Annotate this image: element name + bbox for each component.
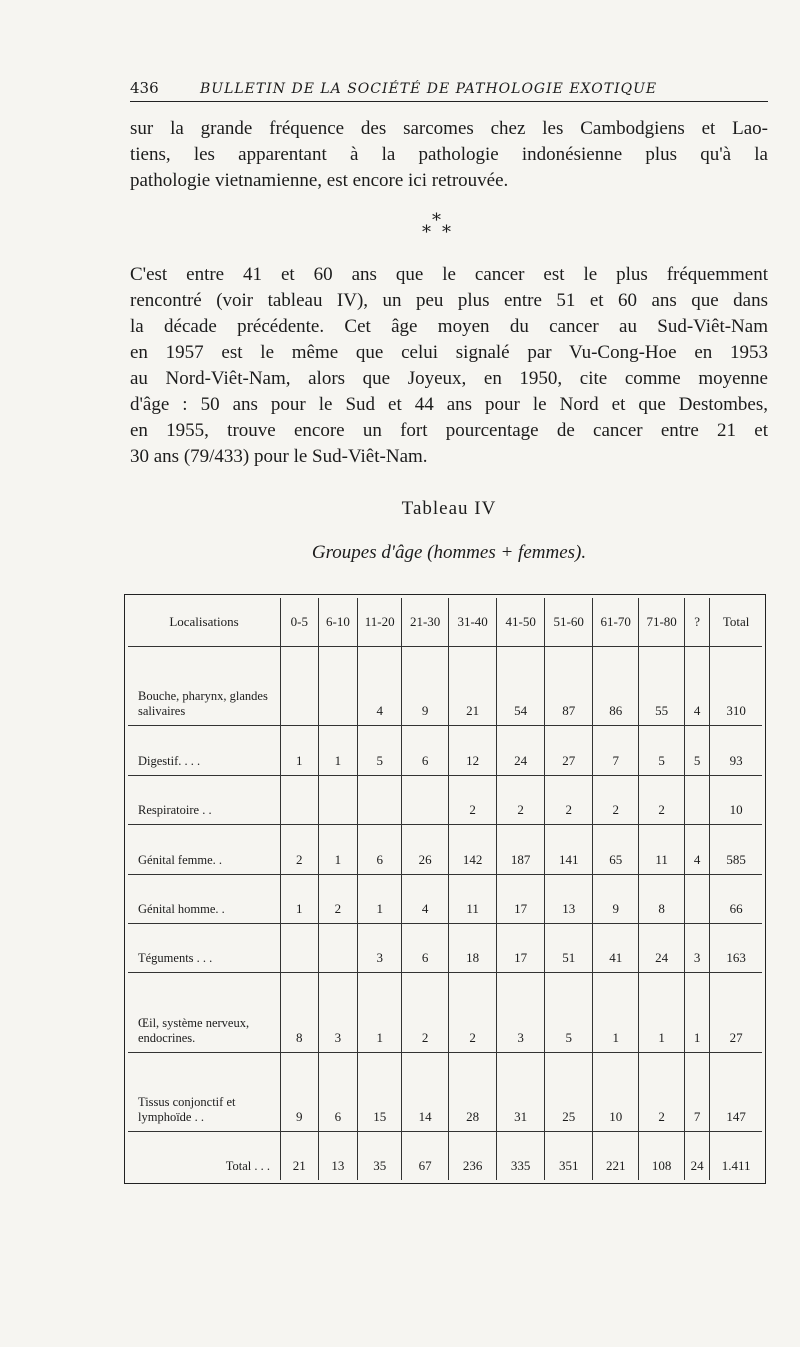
table-cell: 6	[358, 825, 402, 874]
table-cell: 21	[449, 647, 497, 726]
table-cell: 142	[449, 825, 497, 874]
table-cell: 2	[318, 874, 358, 923]
row-label: Digestif. . . .	[128, 726, 280, 775]
table-cell: 27	[545, 726, 593, 775]
table-cell: 4	[358, 647, 402, 726]
age-group-table	[124, 594, 766, 1184]
table-cell: 10	[710, 775, 762, 824]
table-cell: 7	[593, 726, 639, 775]
table-cell: 24	[639, 923, 685, 972]
column-header: Total	[710, 598, 762, 647]
text-line: en 1957 est le même que celui signalé par Vu-Cong-Hoe en 1953	[130, 342, 768, 363]
table-cell: 17	[497, 923, 545, 972]
table-cell	[685, 775, 710, 824]
table-cell: 26	[402, 825, 449, 874]
table-cell: 21	[280, 1132, 318, 1180]
table-cell: 5	[639, 726, 685, 775]
table-cell: 6	[318, 1052, 358, 1131]
table-cell: 17	[497, 874, 545, 923]
table-row	[128, 647, 762, 726]
table-cell: 3	[358, 923, 402, 972]
row-label: Tissus conjonctif et lymphoïde . .	[128, 1052, 280, 1131]
table-cell	[280, 923, 318, 972]
text-line: la décade précédente. Cet âge moyen du cancer au Sud-Viêt-Nam	[130, 316, 768, 337]
table-cell: 15	[358, 1052, 402, 1131]
table-cell: 24	[685, 1132, 710, 1180]
table-cell: 11	[449, 874, 497, 923]
table-header-row	[128, 598, 762, 647]
paragraph-sarcomes	[130, 116, 768, 194]
table-cell	[685, 874, 710, 923]
table-cell: 65	[593, 825, 639, 874]
row-label: Génital homme. .	[128, 874, 280, 923]
page-number: 436	[130, 79, 159, 97]
column-header: 11-20	[358, 598, 402, 647]
table-cell: 4	[402, 874, 449, 923]
table-cell: 351	[545, 1132, 593, 1180]
table-total-row	[128, 1132, 762, 1180]
table-row	[128, 923, 762, 972]
table-cell: 2	[497, 775, 545, 824]
column-header-localisations: Localisations	[128, 598, 280, 647]
column-header: 6-10	[318, 598, 358, 647]
table-cell: 28	[449, 1052, 497, 1131]
table-row	[128, 973, 762, 1052]
table-cell: 3	[318, 973, 358, 1052]
table-cell: 12	[449, 726, 497, 775]
row-label: Respiratoire . .	[128, 775, 280, 824]
table-cell: 9	[280, 1052, 318, 1131]
table-cell: 1	[280, 726, 318, 775]
table-cell: 13	[318, 1132, 358, 1180]
table-cell: 25	[545, 1052, 593, 1131]
table-cell: 2	[449, 775, 497, 824]
column-header: 0-5	[280, 598, 318, 647]
table-cell: 236	[449, 1132, 497, 1180]
row-label: Bouche, pharynx, glandes salivaires	[128, 647, 280, 726]
table-cell: 11	[639, 825, 685, 874]
table-row	[128, 825, 762, 874]
column-header: 71-80	[639, 598, 685, 647]
table-cell: 55	[639, 647, 685, 726]
table-cell: 2	[449, 973, 497, 1052]
text-line: d'âge : 50 ans pour le Sud et 44 ans pour le Nord et que Destombes,	[130, 394, 768, 415]
table-cell: 18	[449, 923, 497, 972]
table-cell: 1	[280, 874, 318, 923]
table-cell	[318, 775, 358, 824]
table-cell: 1	[358, 874, 402, 923]
table-cell: 41	[593, 923, 639, 972]
table-cell: 2	[593, 775, 639, 824]
text-line: sur la grande fréquence des sarcomes chez les Cambodgiens et Lao-	[130, 118, 768, 139]
table-cell: 6	[402, 726, 449, 775]
row-label: Total . . .	[128, 1132, 280, 1180]
table-cell: 27	[710, 973, 762, 1052]
table-cell: 2	[545, 775, 593, 824]
table-cell: 87	[545, 647, 593, 726]
text-line: C'est entre 41 et 60 ans que le cancer est le plus fréquemment	[130, 264, 768, 285]
table-cell	[280, 775, 318, 824]
text-line: 30 ans (79/433) pour le Sud-Viêt-Nam.	[130, 446, 428, 467]
table-cell: 1.411	[710, 1132, 762, 1180]
table-cell: 147	[710, 1052, 762, 1131]
table-cell: 2	[402, 973, 449, 1052]
table-row	[128, 726, 762, 775]
table-cell: 585	[710, 825, 762, 874]
table-cell: 1	[358, 973, 402, 1052]
row-label: Génital femme. .	[128, 825, 280, 874]
table-cell: 1	[318, 726, 358, 775]
table-cell: 5	[685, 726, 710, 775]
table-cell: 9	[402, 647, 449, 726]
table-cell: 9	[593, 874, 639, 923]
running-header	[130, 72, 768, 102]
table-cell: 1	[639, 973, 685, 1052]
table-cell: 5	[545, 973, 593, 1052]
table-cell: 54	[497, 647, 545, 726]
table-cell: 1	[318, 825, 358, 874]
row-label: Œil, système nerveux, endocrines.	[128, 973, 280, 1052]
table-cell: 108	[639, 1132, 685, 1180]
table-row	[128, 775, 762, 824]
table-cell: 86	[593, 647, 639, 726]
paragraph-age	[130, 262, 768, 470]
table-cell: 2	[639, 1052, 685, 1131]
table-cell: 2	[639, 775, 685, 824]
text-line: pathologie vietnamienne, est encore ici retrouvée.	[130, 170, 509, 191]
table-cell	[318, 923, 358, 972]
column-header: 31-40	[449, 598, 497, 647]
table-title: Tableau IV	[401, 498, 497, 519]
table-cell: 93	[710, 726, 762, 775]
table-cell: 24	[497, 726, 545, 775]
column-header: 41-50	[497, 598, 545, 647]
table-cell	[358, 775, 402, 824]
table-cell	[280, 647, 318, 726]
table-cell: 3	[497, 973, 545, 1052]
text-line: rencontré (voir tableau IV), un peu plus entre 51 et 60 ans que dans	[130, 290, 768, 311]
table-cell: 187	[497, 825, 545, 874]
column-header: 51-60	[545, 598, 593, 647]
table-cell: 3	[685, 923, 710, 972]
asterism-glyphs: * * *	[422, 210, 451, 243]
table-cell: 6	[402, 923, 449, 972]
row-label: Téguments . . .	[128, 923, 280, 972]
column-header: ?	[685, 598, 710, 647]
data-table	[128, 598, 762, 1180]
table-cell: 8	[639, 874, 685, 923]
table-cell: 14	[402, 1052, 449, 1131]
table-cell: 51	[545, 923, 593, 972]
table-row	[128, 1052, 762, 1131]
table-cell: 13	[545, 874, 593, 923]
table-subtitle: Groupes d'âge (hommes + femmes).	[311, 542, 587, 563]
table-body	[128, 647, 762, 1181]
journal-title: BULLETIN DE LA SOCIÉTÉ DE PATHOLOGIE EXOTIQUE	[200, 81, 658, 97]
table-cell: 310	[710, 647, 762, 726]
table-cell: 4	[685, 647, 710, 726]
text-line: tiens, les apparentant à la pathologie indonésienne plus qu'à la	[130, 144, 768, 165]
table-cell: 163	[710, 923, 762, 972]
table-cell: 1	[593, 973, 639, 1052]
text-line: en 1955, trouve encore un fort pourcentage de cancer entre 21 et	[130, 420, 768, 441]
table-cell: 67	[402, 1132, 449, 1180]
table-cell: 66	[710, 874, 762, 923]
table-cell: 35	[358, 1132, 402, 1180]
table-cell: 1	[685, 973, 710, 1052]
table-cell: 335	[497, 1132, 545, 1180]
table-row	[128, 874, 762, 923]
table-cell: 141	[545, 825, 593, 874]
column-header: 21-30	[402, 598, 449, 647]
table-cell: 31	[497, 1052, 545, 1131]
table-cell: 221	[593, 1132, 639, 1180]
table-cell: 10	[593, 1052, 639, 1131]
table-cell	[318, 647, 358, 726]
column-header: 61-70	[593, 598, 639, 647]
table-cell: 8	[280, 973, 318, 1052]
table-cell: 4	[685, 825, 710, 874]
table-cell	[402, 775, 449, 824]
table-cell: 2	[280, 825, 318, 874]
table-cell: 5	[358, 726, 402, 775]
text-line: au Nord-Viêt-Nam, alors que Joyeux, en 1950, cite comme moyenne	[130, 368, 768, 389]
table-cell: 7	[685, 1052, 710, 1131]
